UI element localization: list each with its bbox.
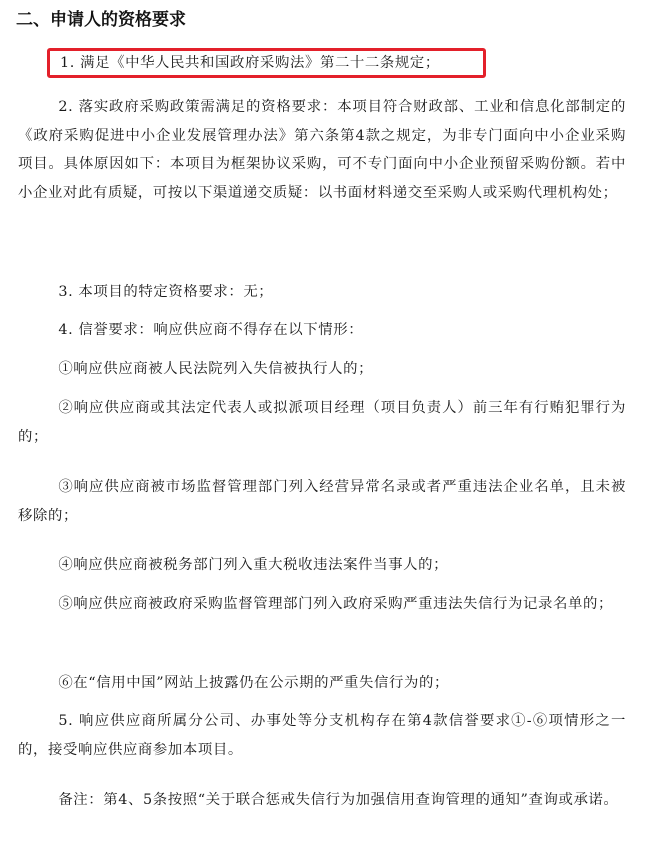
remark-note: 备注：第4、5条按照“关于联合惩戒失信行为加强信用查询管理的通知”查询或承诺。 <box>58 792 619 808</box>
requirement-item-5: 5. 响应供应商所属分公司、办事处等分支机构存在第4款信誉要求①-⑥项情形之一的，接受响应供应商参加本项目。 <box>18 713 626 758</box>
requirement-item-2: 2. 落实政府采购政策需满足的资格要求：本项目符合财政部、工业和信息化部制定的《政府采购促进中小企业发展管理办法》第六条第4款之规定，为非专门面向中小企业采购项目。具体原因如下：本项目为框架协议采购，可不专门面向中小企业预留采购份额。若中小企业对此有质疑，可按以下渠道递交质疑：以书面材料递交至采购人或采购代理机构处； <box>18 99 626 201</box>
credit-clause-2: ②响应供应商或其法定代表人或拟派项目经理（项目负责人）前三年有行贿犯罪行为的； <box>18 400 626 445</box>
credit-clause-4: ④响应供应商被税务部门列入重大税收违法案件当事人的； <box>58 557 449 573</box>
section-heading: 二、申请人的资格要求 <box>16 10 186 30</box>
credit-clause-6: ⑥在“信用中国”网站上披露仍在公示期的严重失信行为的； <box>58 675 449 691</box>
requirement-item-4: 4. 信誉要求：响应供应商不得存在以下情形： <box>58 322 364 338</box>
credit-clause-3: ③响应供应商被市场监督管理部门列入经营异常名录或者严重违法企业名单，且未被移除的； <box>18 479 626 524</box>
requirement-item-1: 1. 满足《中华人民共和国政府采购法》第二十二条规定； <box>60 55 440 71</box>
requirement-item-3: 3. 本项目的特定资格要求：无； <box>58 284 274 300</box>
credit-clause-1: ①响应供应商被人民法院列入失信被执行人的； <box>58 361 374 377</box>
credit-clause-5: ⑤响应供应商被政府采购监督管理部门列入政府采购严重违法失信行为记录名单的； <box>58 596 613 612</box>
